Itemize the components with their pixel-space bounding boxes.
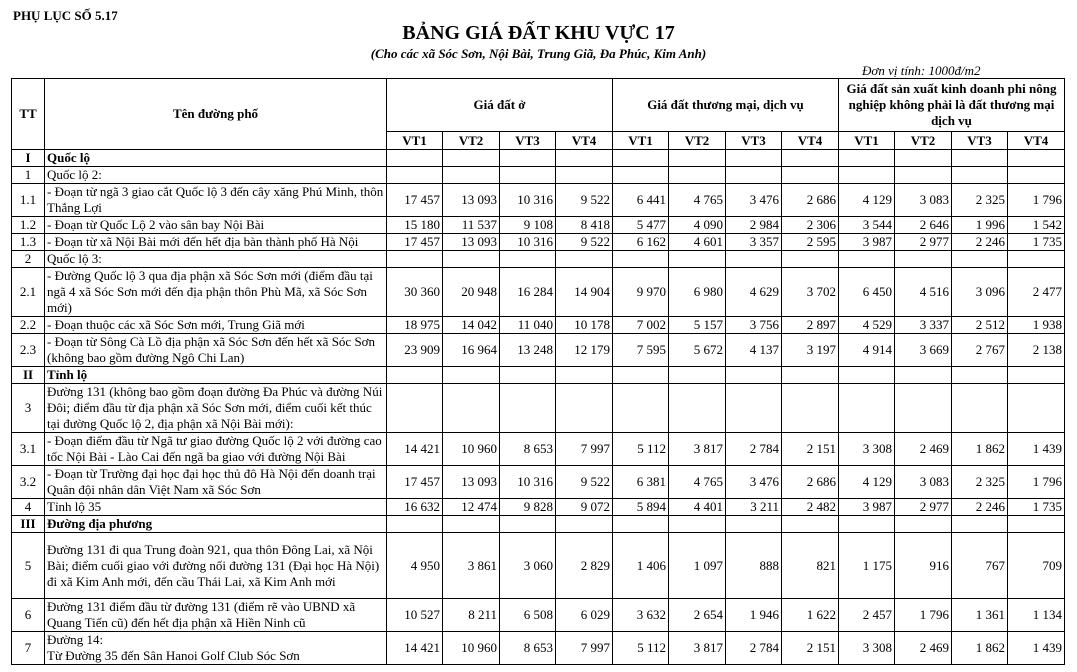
price-cell: 4 090 bbox=[669, 217, 726, 234]
price-cell bbox=[669, 367, 726, 384]
price-cell: 14 421 bbox=[387, 632, 443, 665]
header-position-vt4-1: VT4 bbox=[556, 132, 613, 150]
header-position-vt4-3: VT4 bbox=[1008, 132, 1065, 150]
price-cell: 10 178 bbox=[556, 317, 613, 334]
price-cell: 8 418 bbox=[556, 217, 613, 234]
header-position-vt4-2: VT4 bbox=[782, 132, 839, 150]
price-cell: 7 595 bbox=[613, 334, 669, 367]
price-cell: 1 406 bbox=[613, 533, 669, 599]
street-name: - Đoạn từ Quốc Lộ 2 vào sân bay Nội Bài bbox=[45, 217, 387, 234]
section-row bbox=[12, 367, 1065, 384]
street-name: Quốc lộ 2: bbox=[45, 167, 387, 184]
price-cell: 2 977 bbox=[895, 234, 952, 251]
price-cell: 1 796 bbox=[895, 599, 952, 632]
price-cell: 1 361 bbox=[952, 599, 1008, 632]
price-cell: 3 702 bbox=[782, 268, 839, 317]
price-cell: 3 083 bbox=[895, 466, 952, 499]
table-row bbox=[12, 632, 1065, 665]
price-cell bbox=[726, 367, 782, 384]
table-row bbox=[12, 268, 1065, 317]
price-cell bbox=[669, 167, 726, 184]
price-cell: 14 904 bbox=[556, 268, 613, 317]
price-cell: 1 862 bbox=[952, 632, 1008, 665]
price-cell bbox=[782, 251, 839, 268]
header-position-vt3-1: VT3 bbox=[500, 132, 556, 150]
price-cell: 8 653 bbox=[500, 433, 556, 466]
price-cell: 17 457 bbox=[387, 184, 443, 217]
price-cell bbox=[726, 251, 782, 268]
price-cell bbox=[726, 150, 782, 167]
header-position-vt2-1: VT2 bbox=[443, 132, 500, 150]
price-cell: 2 306 bbox=[782, 217, 839, 234]
unit-label: Đơn vị tính: 1000đ/m2 bbox=[862, 63, 981, 78]
price-cell bbox=[387, 384, 443, 433]
price-cell bbox=[443, 251, 500, 268]
header-position-vt1-2: VT1 bbox=[613, 132, 669, 150]
price-cell bbox=[500, 367, 556, 384]
price-cell: 9 970 bbox=[613, 268, 669, 317]
price-cell: 23 909 bbox=[387, 334, 443, 367]
price-cell: 10 960 bbox=[443, 433, 500, 466]
price-cell: 3 211 bbox=[726, 499, 782, 516]
price-cell: 2 325 bbox=[952, 466, 1008, 499]
price-cell bbox=[726, 167, 782, 184]
price-cell: 1 862 bbox=[952, 433, 1008, 466]
price-cell: 7 997 bbox=[556, 632, 613, 665]
price-cell bbox=[839, 150, 895, 167]
street-name: - Đoạn từ Sông Cà Lồ địa phận xã Sóc Sơn đến hết xã Sóc Sơn (không bao gồm đường Ngô Chi Lan) bbox=[45, 334, 387, 367]
land-price-table bbox=[11, 78, 1065, 665]
header-tt: TT bbox=[12, 79, 45, 150]
price-cell: 20 948 bbox=[443, 268, 500, 317]
price-cell: 10 316 bbox=[500, 466, 556, 499]
header-group-commercial: Giá đất thương mại, dịch vụ bbox=[613, 79, 839, 132]
row-number: 3 bbox=[12, 384, 45, 433]
price-cell: 2 477 bbox=[1008, 268, 1065, 317]
price-cell: 1 439 bbox=[1008, 433, 1065, 466]
price-cell bbox=[387, 167, 443, 184]
price-cell: 1 439 bbox=[1008, 632, 1065, 665]
street-name: - Đoạn từ Trường đại học đại học thủ đô Hà Nội đến doanh trại Quân đội nhân dân Việt Nam xã Sóc Sơn bbox=[45, 466, 387, 499]
price-cell bbox=[839, 167, 895, 184]
price-cell bbox=[613, 367, 669, 384]
price-cell: 3 308 bbox=[839, 433, 895, 466]
row-number: 2.2 bbox=[12, 317, 45, 334]
price-cell: 3 476 bbox=[726, 184, 782, 217]
section-row bbox=[12, 150, 1065, 167]
price-cell bbox=[500, 150, 556, 167]
price-cell: 5 112 bbox=[613, 433, 669, 466]
table-row bbox=[12, 167, 1065, 184]
price-cell: 3 083 bbox=[895, 184, 952, 217]
price-cell bbox=[387, 150, 443, 167]
price-cell bbox=[1008, 251, 1065, 268]
price-cell: 2 469 bbox=[895, 632, 952, 665]
table-row bbox=[12, 599, 1065, 632]
price-cell: 4 914 bbox=[839, 334, 895, 367]
street-name: - Đoạn từ ngã 3 giao cắt Quốc lộ 3 đến cây xăng Phú Minh, thôn Thắng Lợi bbox=[45, 184, 387, 217]
row-number: II bbox=[12, 367, 45, 384]
street-name: Tỉnh lộ 35 bbox=[45, 499, 387, 516]
price-cell: 10 316 bbox=[500, 234, 556, 251]
price-cell: 1 946 bbox=[726, 599, 782, 632]
price-cell: 8 211 bbox=[443, 599, 500, 632]
price-cell bbox=[613, 384, 669, 433]
price-cell: 1 097 bbox=[669, 533, 726, 599]
price-cell: 9 108 bbox=[500, 217, 556, 234]
price-cell: 9 522 bbox=[556, 466, 613, 499]
price-cell: 6 980 bbox=[669, 268, 726, 317]
price-cell: 1 622 bbox=[782, 599, 839, 632]
street-name: Đường 131 đi qua Trung đoàn 921, qua thôn Đông Lai, xã Nội Bài; điểm cuối giao với đường nối đường 131 (Đại học Hà Nội) đi xã Kim Anh mới, đến cầu Thái Lai, xã Kim Anh mới bbox=[45, 533, 387, 599]
price-cell: 2 595 bbox=[782, 234, 839, 251]
price-cell: 6 441 bbox=[613, 184, 669, 217]
row-number: 3.2 bbox=[12, 466, 45, 499]
price-cell: 5 894 bbox=[613, 499, 669, 516]
price-cell: 4 950 bbox=[387, 533, 443, 599]
price-cell: 2 784 bbox=[726, 433, 782, 466]
price-cell: 3 817 bbox=[669, 433, 726, 466]
section-title: Tỉnh lộ bbox=[45, 367, 387, 384]
price-cell: 3 308 bbox=[839, 632, 895, 665]
price-cell: 10 527 bbox=[387, 599, 443, 632]
price-cell: 1 996 bbox=[952, 217, 1008, 234]
row-number: 2.1 bbox=[12, 268, 45, 317]
table-row bbox=[12, 317, 1065, 334]
price-cell: 2 646 bbox=[895, 217, 952, 234]
price-cell: 6 162 bbox=[613, 234, 669, 251]
price-cell bbox=[895, 251, 952, 268]
price-cell: 2 151 bbox=[782, 433, 839, 466]
price-cell: 9 828 bbox=[500, 499, 556, 516]
price-cell: 2 767 bbox=[952, 334, 1008, 367]
table-row bbox=[12, 184, 1065, 217]
row-number: I bbox=[12, 150, 45, 167]
price-cell bbox=[839, 384, 895, 433]
price-cell bbox=[500, 384, 556, 433]
price-cell: 3 476 bbox=[726, 466, 782, 499]
price-cell: 3 096 bbox=[952, 268, 1008, 317]
price-cell: 13 093 bbox=[443, 184, 500, 217]
price-cell bbox=[782, 167, 839, 184]
table-row bbox=[12, 384, 1065, 433]
price-cell bbox=[952, 367, 1008, 384]
price-cell: 4 516 bbox=[895, 268, 952, 317]
price-cell: 5 672 bbox=[669, 334, 726, 367]
row-number: 1.1 bbox=[12, 184, 45, 217]
price-cell: 30 360 bbox=[387, 268, 443, 317]
price-cell: 10 316 bbox=[500, 184, 556, 217]
price-cell: 2 977 bbox=[895, 499, 952, 516]
price-cell bbox=[895, 384, 952, 433]
price-cell: 3 861 bbox=[443, 533, 500, 599]
price-cell bbox=[895, 367, 952, 384]
price-cell bbox=[613, 516, 669, 533]
price-cell: 2 784 bbox=[726, 632, 782, 665]
price-cell: 2 829 bbox=[556, 533, 613, 599]
price-cell: 4 601 bbox=[669, 234, 726, 251]
price-cell: 2 984 bbox=[726, 217, 782, 234]
price-cell: 2 482 bbox=[782, 499, 839, 516]
price-cell: 2 246 bbox=[952, 234, 1008, 251]
price-cell: 4 765 bbox=[669, 466, 726, 499]
price-cell: 8 653 bbox=[500, 632, 556, 665]
price-cell bbox=[1008, 150, 1065, 167]
row-number: 1.2 bbox=[12, 217, 45, 234]
table-row bbox=[12, 334, 1065, 367]
price-cell bbox=[613, 150, 669, 167]
price-cell: 3 669 bbox=[895, 334, 952, 367]
price-cell: 9 522 bbox=[556, 184, 613, 217]
price-cell: 17 457 bbox=[387, 234, 443, 251]
price-cell bbox=[556, 367, 613, 384]
street-name: - Đoạn từ xã Nội Bài mới đến hết địa bàn thành phố Hà Nội bbox=[45, 234, 387, 251]
price-cell bbox=[443, 384, 500, 433]
price-cell: 4 765 bbox=[669, 184, 726, 217]
street-name: Đường 14: Từ Đường 35 đến Sân Hanoi Golf Club Sóc Sơn bbox=[45, 632, 387, 665]
price-cell bbox=[443, 150, 500, 167]
price-cell: 3 987 bbox=[839, 499, 895, 516]
price-cell: 3 817 bbox=[669, 632, 726, 665]
price-cell: 9 072 bbox=[556, 499, 613, 516]
price-cell: 14 421 bbox=[387, 433, 443, 466]
price-cell bbox=[895, 150, 952, 167]
row-number: 5 bbox=[12, 533, 45, 599]
table-row bbox=[12, 217, 1065, 234]
header-group-residential: Giá đất ở bbox=[387, 79, 613, 132]
price-cell bbox=[782, 150, 839, 167]
price-cell: 4 629 bbox=[726, 268, 782, 317]
price-cell bbox=[669, 150, 726, 167]
price-cell: 10 960 bbox=[443, 632, 500, 665]
price-cell: 2 654 bbox=[669, 599, 726, 632]
price-cell: 6 381 bbox=[613, 466, 669, 499]
price-cell: 821 bbox=[782, 533, 839, 599]
header-group-non-agricultural: Giá đất sản xuất kinh doanh phi nông nghiệp không phải là đất thương mại dịch vụ bbox=[839, 79, 1065, 132]
price-cell: 18 975 bbox=[387, 317, 443, 334]
price-cell bbox=[613, 251, 669, 268]
price-cell: 1 542 bbox=[1008, 217, 1065, 234]
section-title: Quốc lộ bbox=[45, 150, 387, 167]
price-cell bbox=[726, 516, 782, 533]
price-cell: 3 337 bbox=[895, 317, 952, 334]
price-cell: 11 040 bbox=[500, 317, 556, 334]
price-cell bbox=[443, 367, 500, 384]
price-cell bbox=[1008, 516, 1065, 533]
table-row bbox=[12, 466, 1065, 499]
price-cell bbox=[952, 384, 1008, 433]
price-cell: 2 325 bbox=[952, 184, 1008, 217]
document-title: BẢNG GIÁ ĐẤT KHU VỰC 17 bbox=[402, 22, 675, 44]
price-cell: 3 756 bbox=[726, 317, 782, 334]
price-cell: 1 735 bbox=[1008, 234, 1065, 251]
price-cell bbox=[952, 167, 1008, 184]
price-cell bbox=[556, 516, 613, 533]
price-cell: 3 987 bbox=[839, 234, 895, 251]
price-cell: 13 093 bbox=[443, 234, 500, 251]
street-name: Đường 131 (không bao gồm đoạn đường Đa Phúc và đường Núi Đôi; điểm đầu từ địa phận xã Sóc Sơn mới, điểm cuối kết thúc tại đường Quốc lộ 2, địa phận xã Nội Bài mới): bbox=[45, 384, 387, 433]
price-cell: 9 522 bbox=[556, 234, 613, 251]
price-cell bbox=[726, 384, 782, 433]
street-name: - Đoạn điểm đầu từ Ngã tư giao đường Quốc lộ 2 với đường cao tốc Nội Bài - Lào Cai đến ngã ba giao với đường Nội Bài bbox=[45, 433, 387, 466]
section-row bbox=[12, 516, 1065, 533]
price-cell: 11 537 bbox=[443, 217, 500, 234]
price-cell bbox=[443, 516, 500, 533]
appendix-label: PHỤ LỤC SỐ 5.17 bbox=[13, 8, 118, 23]
price-cell: 2 686 bbox=[782, 184, 839, 217]
price-cell bbox=[1008, 384, 1065, 433]
street-name: - Đường Quốc lộ 3 qua địa phận xã Sóc Sơn mới (điểm đầu tại ngã 4 xã Sóc Sơn mới đến địa phận thôn Phù Mã, xã Sóc Sơn mới) bbox=[45, 268, 387, 317]
price-cell: 6 508 bbox=[500, 599, 556, 632]
street-name: Đường 131 điểm đầu từ đường 131 (điểm rẽ vào UBND xã Quang Tiến cũ) đến hết địa phận xã Hiền Ninh cũ bbox=[45, 599, 387, 632]
price-cell bbox=[669, 516, 726, 533]
price-cell: 916 bbox=[895, 533, 952, 599]
price-cell bbox=[387, 251, 443, 268]
price-cell bbox=[1008, 367, 1065, 384]
price-cell: 2 457 bbox=[839, 599, 895, 632]
price-cell: 767 bbox=[952, 533, 1008, 599]
price-cell bbox=[556, 384, 613, 433]
header-position-vt2-2: VT2 bbox=[669, 132, 726, 150]
header-position-vt1-1: VT1 bbox=[387, 132, 443, 150]
price-cell bbox=[669, 251, 726, 268]
price-cell bbox=[443, 167, 500, 184]
price-cell: 6 029 bbox=[556, 599, 613, 632]
price-cell: 2 138 bbox=[1008, 334, 1065, 367]
row-number: 2.3 bbox=[12, 334, 45, 367]
price-cell bbox=[613, 167, 669, 184]
price-cell: 4 529 bbox=[839, 317, 895, 334]
price-cell bbox=[895, 516, 952, 533]
price-cell: 3 544 bbox=[839, 217, 895, 234]
table-row bbox=[12, 234, 1065, 251]
price-cell: 1 938 bbox=[1008, 317, 1065, 334]
price-cell: 16 964 bbox=[443, 334, 500, 367]
price-cell: 14 042 bbox=[443, 317, 500, 334]
row-number: 7 bbox=[12, 632, 45, 665]
header-position-vt3-3: VT3 bbox=[952, 132, 1008, 150]
street-name: Quốc lộ 3: bbox=[45, 251, 387, 268]
price-cell: 1 134 bbox=[1008, 599, 1065, 632]
price-cell bbox=[952, 251, 1008, 268]
header-position-vt2-3: VT2 bbox=[895, 132, 952, 150]
price-cell bbox=[895, 167, 952, 184]
price-cell bbox=[387, 516, 443, 533]
price-cell: 888 bbox=[726, 533, 782, 599]
price-cell: 1 175 bbox=[839, 533, 895, 599]
price-cell: 3 197 bbox=[782, 334, 839, 367]
price-cell bbox=[839, 516, 895, 533]
price-cell bbox=[952, 150, 1008, 167]
price-cell bbox=[500, 167, 556, 184]
price-cell bbox=[387, 367, 443, 384]
price-cell bbox=[782, 367, 839, 384]
price-cell: 17 457 bbox=[387, 466, 443, 499]
price-cell: 1 796 bbox=[1008, 184, 1065, 217]
header-street-name: Tên đường phố bbox=[45, 79, 387, 150]
price-cell: 3 357 bbox=[726, 234, 782, 251]
price-cell bbox=[1008, 167, 1065, 184]
price-cell: 16 632 bbox=[387, 499, 443, 516]
price-cell: 15 180 bbox=[387, 217, 443, 234]
table-row bbox=[12, 499, 1065, 516]
row-number: 1.3 bbox=[12, 234, 45, 251]
price-cell: 4 129 bbox=[839, 184, 895, 217]
price-cell: 2 469 bbox=[895, 433, 952, 466]
section-title: Đường địa phương bbox=[45, 516, 387, 533]
price-cell bbox=[500, 516, 556, 533]
price-cell bbox=[556, 251, 613, 268]
row-number: 6 bbox=[12, 599, 45, 632]
price-cell: 3 632 bbox=[613, 599, 669, 632]
price-cell: 5 477 bbox=[613, 217, 669, 234]
price-cell: 2 686 bbox=[782, 466, 839, 499]
price-cell: 5 112 bbox=[613, 632, 669, 665]
price-cell: 4 137 bbox=[726, 334, 782, 367]
price-cell: 2 512 bbox=[952, 317, 1008, 334]
table-row bbox=[12, 433, 1065, 466]
price-cell bbox=[556, 167, 613, 184]
price-cell: 2 246 bbox=[952, 499, 1008, 516]
price-cell: 709 bbox=[1008, 533, 1065, 599]
price-cell: 16 284 bbox=[500, 268, 556, 317]
price-cell: 1 735 bbox=[1008, 499, 1065, 516]
price-cell bbox=[500, 251, 556, 268]
street-name: - Đoạn thuộc các xã Sóc Sơn mới, Trung Giã mới bbox=[45, 317, 387, 334]
price-cell bbox=[952, 516, 1008, 533]
price-cell bbox=[839, 367, 895, 384]
row-number: III bbox=[12, 516, 45, 533]
row-number: 1 bbox=[12, 167, 45, 184]
price-cell: 7 997 bbox=[556, 433, 613, 466]
price-cell: 13 248 bbox=[500, 334, 556, 367]
price-cell bbox=[782, 516, 839, 533]
price-cell: 7 002 bbox=[613, 317, 669, 334]
row-number: 4 bbox=[12, 499, 45, 516]
price-cell: 5 157 bbox=[669, 317, 726, 334]
row-number: 2 bbox=[12, 251, 45, 268]
price-cell: 6 450 bbox=[839, 268, 895, 317]
price-cell bbox=[556, 150, 613, 167]
header-position-vt3-2: VT3 bbox=[726, 132, 782, 150]
table-row bbox=[12, 533, 1065, 599]
price-cell: 13 093 bbox=[443, 466, 500, 499]
price-cell: 12 474 bbox=[443, 499, 500, 516]
header-position-vt1-3: VT1 bbox=[839, 132, 895, 150]
price-cell: 12 179 bbox=[556, 334, 613, 367]
table-row bbox=[12, 251, 1065, 268]
price-cell bbox=[669, 384, 726, 433]
price-cell: 2 151 bbox=[782, 632, 839, 665]
price-cell: 3 060 bbox=[500, 533, 556, 599]
price-cell bbox=[839, 251, 895, 268]
price-cell: 4 401 bbox=[669, 499, 726, 516]
document-subtitle: (Cho các xã Sóc Sơn, Nội Bài, Trung Giã, Đa Phúc, Kim Anh) bbox=[370, 46, 707, 61]
price-cell: 4 129 bbox=[839, 466, 895, 499]
price-cell: 1 796 bbox=[1008, 466, 1065, 499]
row-number: 3.1 bbox=[12, 433, 45, 466]
price-cell: 2 897 bbox=[782, 317, 839, 334]
price-cell bbox=[782, 384, 839, 433]
